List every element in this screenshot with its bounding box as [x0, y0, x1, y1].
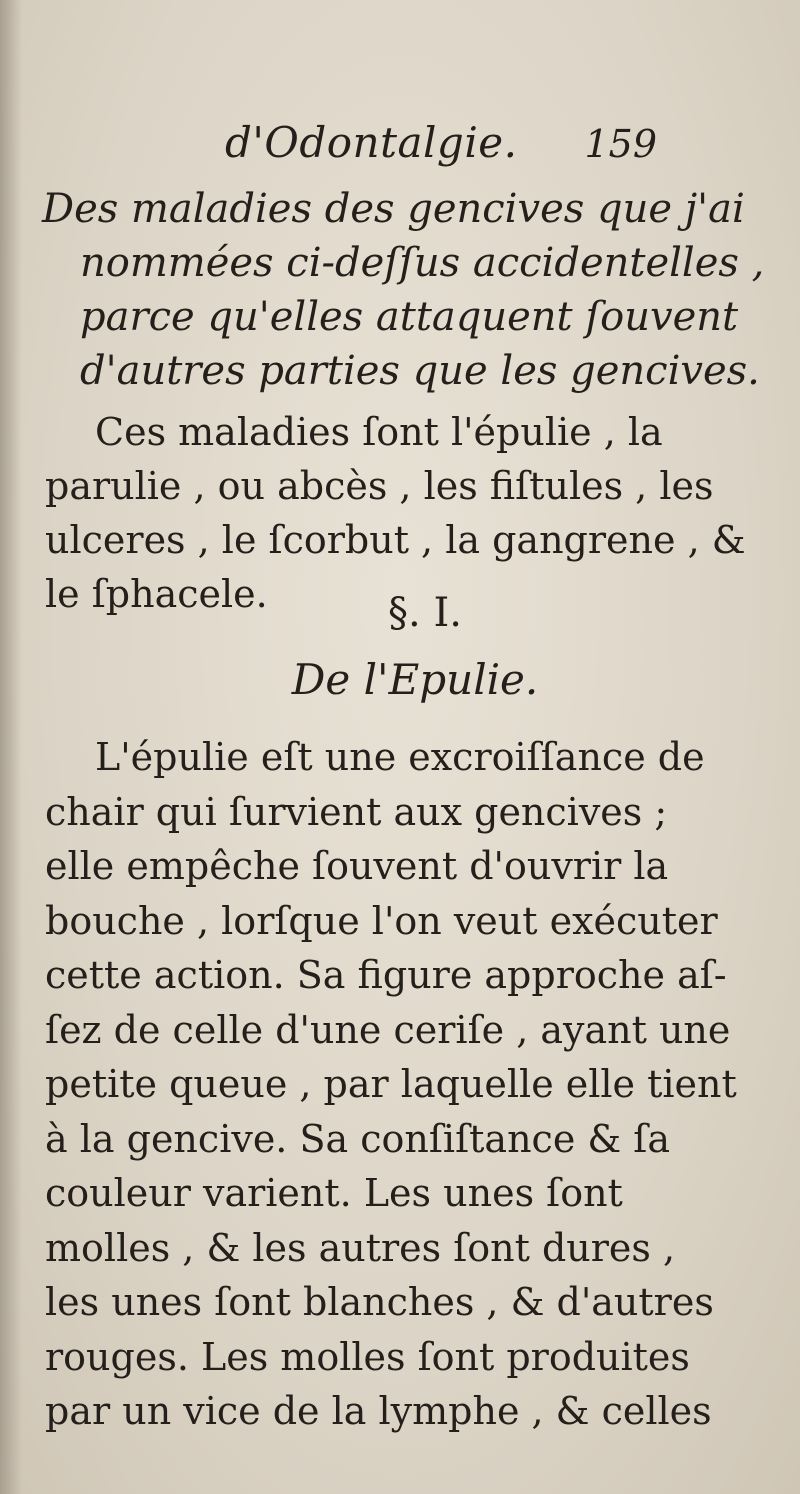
- text-line: chair qui ſurvient aux gencives ;: [45, 789, 668, 834]
- section-title: De l'Epulie.: [291, 655, 539, 704]
- text-line: rouges. Les molles ſont produites: [45, 1334, 690, 1379]
- text-line: couleur varient. Les unes ſont: [45, 1171, 623, 1215]
- text-line: ulceres , le ſcorbut , la gangrene , &: [45, 518, 746, 562]
- text-line: à la gencive. Sa conſiſtance & ſa: [45, 1116, 671, 1161]
- section-number: §. I.: [388, 590, 462, 636]
- text-line: d'autres parties que les gencives.: [80, 348, 760, 394]
- text-line: le ſphacele.: [45, 572, 268, 616]
- paragraph-epulie: [45, 730, 737, 1439]
- text-line: ſez de celle d'une ceriſe , ayant une: [45, 1007, 731, 1052]
- text-line: petite queue , par laquelle elle tient: [45, 1062, 737, 1106]
- page-header: [225, 118, 665, 178]
- text-line: par un vice de la lymphe , & celles: [45, 1389, 712, 1433]
- text-line: Ces maladies ſont l'épulie , la: [95, 410, 663, 454]
- text-line: les unes ſont blanches , & d'autres: [45, 1280, 714, 1324]
- page-gutter-shadow: [0, 0, 22, 1494]
- text-line: nommées ci-deſſus accidentelles ,: [80, 240, 765, 286]
- text-line: parulie , ou abcès , les fiſtules , les: [45, 464, 714, 508]
- page-number: 159: [584, 122, 657, 166]
- text-line: elle empêche ſouvent d'ouvrir la: [45, 844, 669, 888]
- text-line: bouche , lorſque l'on veut exécuter: [45, 898, 718, 943]
- text-line: L'épulie eſt une excroiſſance de: [95, 735, 705, 779]
- running-title: d'Odontalgie.: [225, 118, 518, 167]
- paragraph-maladies: [45, 405, 746, 621]
- text-line: parce qu'elles attaquent ſouvent: [80, 294, 739, 340]
- text-line: cette action. Sa figure approche aſ-: [45, 953, 727, 997]
- italic-intro-block: [42, 182, 765, 398]
- text-line: molles , & les autres ſont dures ,: [45, 1225, 676, 1270]
- text-line: Des maladies des gencives que j'ai: [42, 186, 745, 232]
